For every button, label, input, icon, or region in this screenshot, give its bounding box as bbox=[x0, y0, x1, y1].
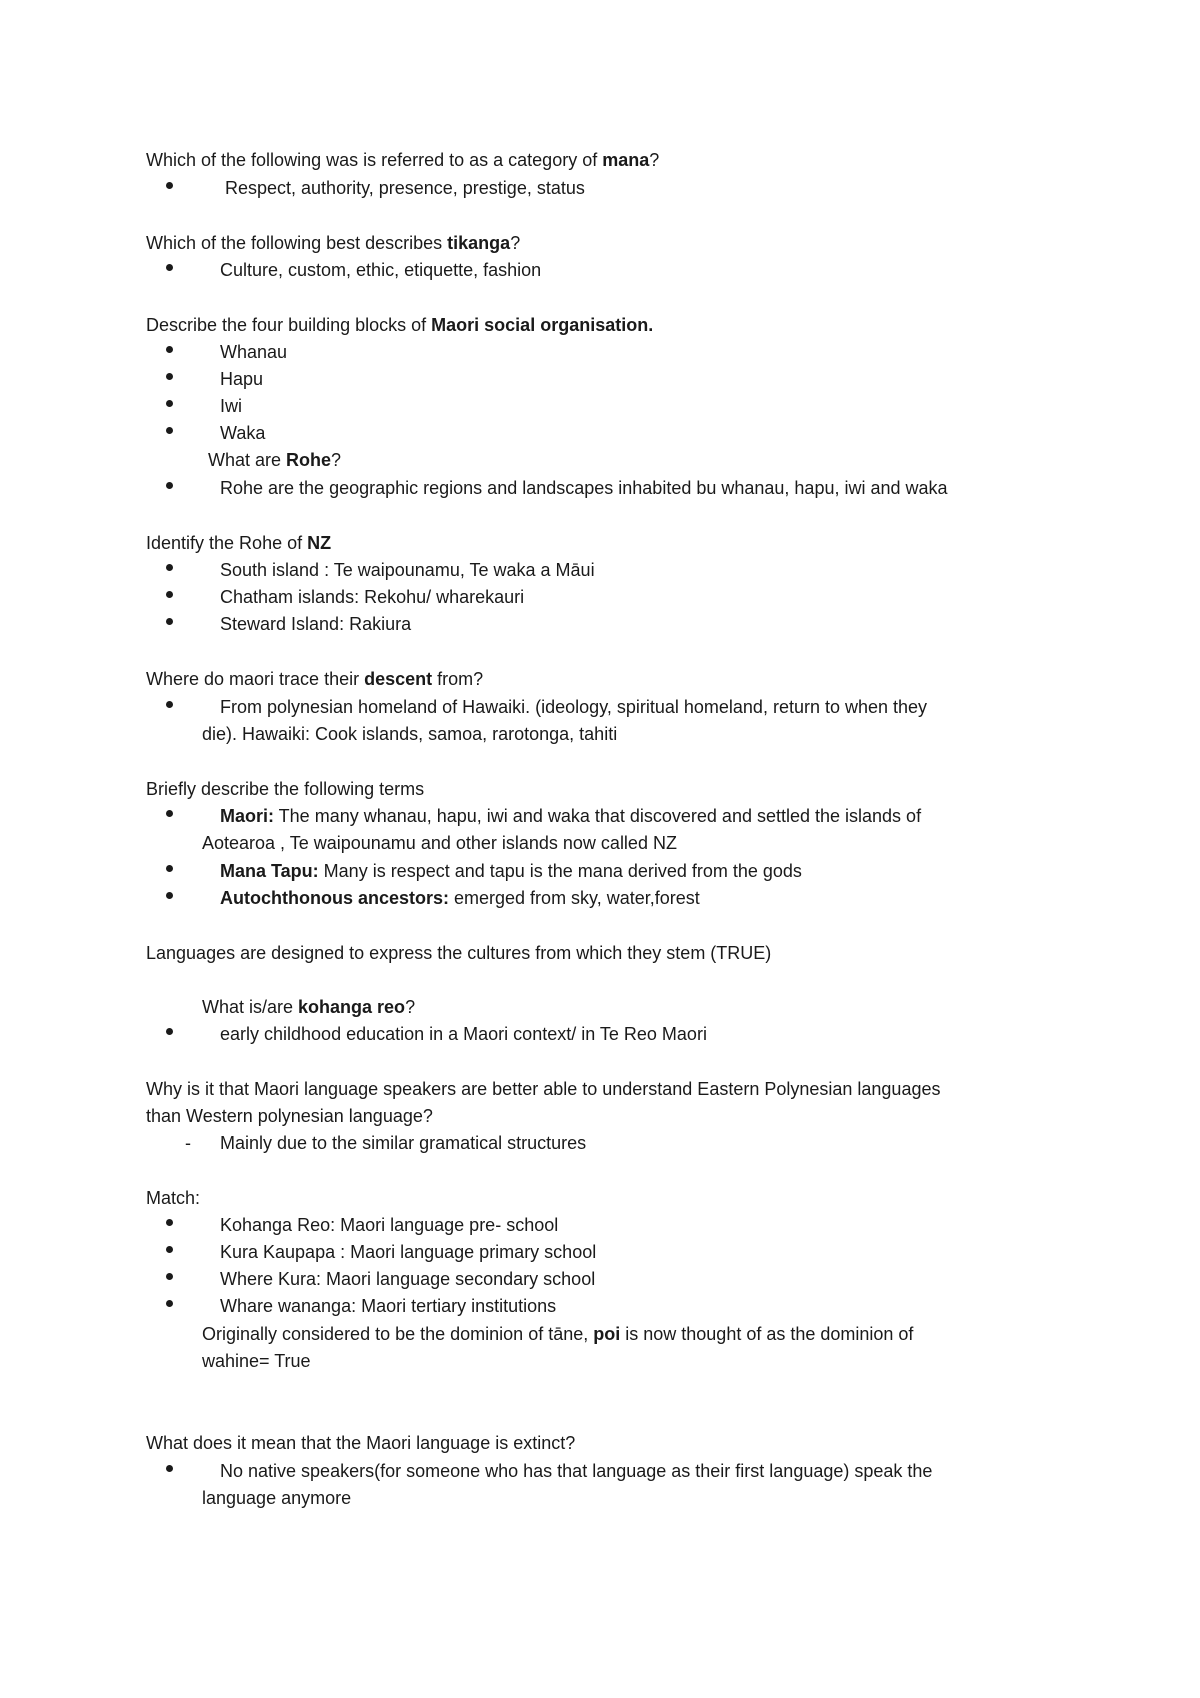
list-item: South island : Te waipounamu, Te waka a Māui bbox=[220, 560, 595, 580]
note-poi-line2: wahine= True bbox=[202, 1351, 311, 1371]
answer-descent-line2: die). Hawaiki: Cook islands, samoa, rarotonga, tahiti bbox=[202, 724, 618, 744]
note-poi: Originally considered to be the dominion of tāne, poi is now thought of as the dominion of bbox=[202, 1324, 914, 1344]
term-mana-tapu: Mana Tapu: Many is respect and tapu is the mana derived from the gods bbox=[220, 861, 802, 881]
bullet-icon bbox=[166, 1273, 173, 1280]
list-item: Kura Kaupapa : Maori language primary school bbox=[220, 1242, 597, 1262]
bullet-icon bbox=[166, 701, 173, 708]
bullet-icon bbox=[166, 1219, 173, 1226]
list-item: Kohanga Reo: Maori language pre- school bbox=[220, 1215, 559, 1235]
question-mana: Which of the following was is referred to as a category of mana? bbox=[146, 150, 660, 170]
bullet-icon bbox=[166, 400, 173, 407]
bullet-icon bbox=[166, 427, 173, 434]
question-rohe: What are Rohe? bbox=[208, 450, 342, 470]
question-polynesian-line1: Why is it that Maori language speakers are better able to understand Eastern Polynesian languages bbox=[146, 1079, 941, 1099]
bullet-icon bbox=[166, 482, 173, 489]
question-descent: Where do maori trace their descent from? bbox=[146, 669, 484, 689]
question-rohe-nz: Identify the Rohe of NZ bbox=[146, 533, 332, 553]
bullet-icon bbox=[166, 892, 173, 899]
bullet-icon bbox=[166, 564, 173, 571]
bullet-icon bbox=[166, 1300, 173, 1307]
list-item: Iwi bbox=[220, 396, 242, 416]
answer-extinct-line2: language anymore bbox=[202, 1488, 352, 1508]
term-maori-line2: Aotearoa , Te waipounamu and other islands now called NZ bbox=[202, 833, 677, 853]
answer-kohanga-reo: early childhood education in a Maori context/ in Te Reo Maori bbox=[220, 1024, 707, 1044]
statement-languages: Languages are designed to express the cultures from which they stem (TRUE) bbox=[146, 943, 772, 963]
bullet-icon bbox=[166, 618, 173, 625]
answer-tikanga: Culture, custom, ethic, etiquette, fashion bbox=[220, 260, 542, 280]
list-item: Where Kura: Maori language secondary school bbox=[220, 1269, 596, 1289]
bullet-icon bbox=[166, 264, 173, 271]
list-item: Whare wananga: Maori tertiary institutions bbox=[220, 1296, 557, 1316]
answer-mana: Respect, authority, presence, prestige, status bbox=[225, 178, 585, 198]
bullet-icon bbox=[166, 810, 173, 817]
question-kohanga-reo: What is/are kohanga reo? bbox=[202, 997, 416, 1017]
answer-polynesian: Mainly due to the similar gramatical structures bbox=[220, 1133, 587, 1153]
bullet-icon bbox=[166, 1246, 173, 1253]
bullet-icon bbox=[166, 373, 173, 380]
answer-descent-line1: From polynesian homeland of Hawaiki. (ideology, spiritual homeland, return to when they bbox=[220, 697, 928, 717]
list-item: Whanau bbox=[220, 342, 288, 362]
term-autochthonous: Autochthonous ancestors: emerged from sky, water,forest bbox=[220, 888, 700, 908]
bullet-icon bbox=[166, 1028, 173, 1035]
bullet-icon bbox=[166, 182, 173, 189]
bullet-icon bbox=[166, 865, 173, 872]
question-extinct: What does it mean that the Maori language is extinct? bbox=[146, 1433, 576, 1453]
dash-marker: - bbox=[185, 1133, 191, 1153]
list-item: Waka bbox=[220, 423, 266, 443]
question-polynesian-line2: than Western polynesian language? bbox=[146, 1106, 433, 1126]
list-item: Chatham islands: Rekohu/ wharekauri bbox=[220, 587, 525, 607]
bullet-icon bbox=[166, 346, 173, 353]
answer-extinct-line1: No native speakers(for someone who has that language as their first language) speak the bbox=[220, 1461, 933, 1481]
bullet-icon bbox=[166, 1465, 173, 1472]
match-heading: Match: bbox=[146, 1188, 201, 1208]
bullet-icon bbox=[166, 591, 173, 598]
question-terms: Briefly describe the following terms bbox=[146, 779, 425, 799]
term-maori: Maori: The many whanau, hapu, iwi and waka that discovered and settled the islands of bbox=[220, 806, 922, 826]
question-building-blocks: Describe the four building blocks of Maori social organisation. bbox=[146, 315, 654, 335]
answer-rohe: Rohe are the geographic regions and landscapes inhabited bu whanau, hapu, iwi and waka bbox=[220, 478, 948, 498]
question-tikanga: Which of the following best describes tikanga? bbox=[146, 233, 521, 253]
list-item: Steward Island: Rakiura bbox=[220, 614, 412, 634]
list-item: Hapu bbox=[220, 369, 264, 389]
